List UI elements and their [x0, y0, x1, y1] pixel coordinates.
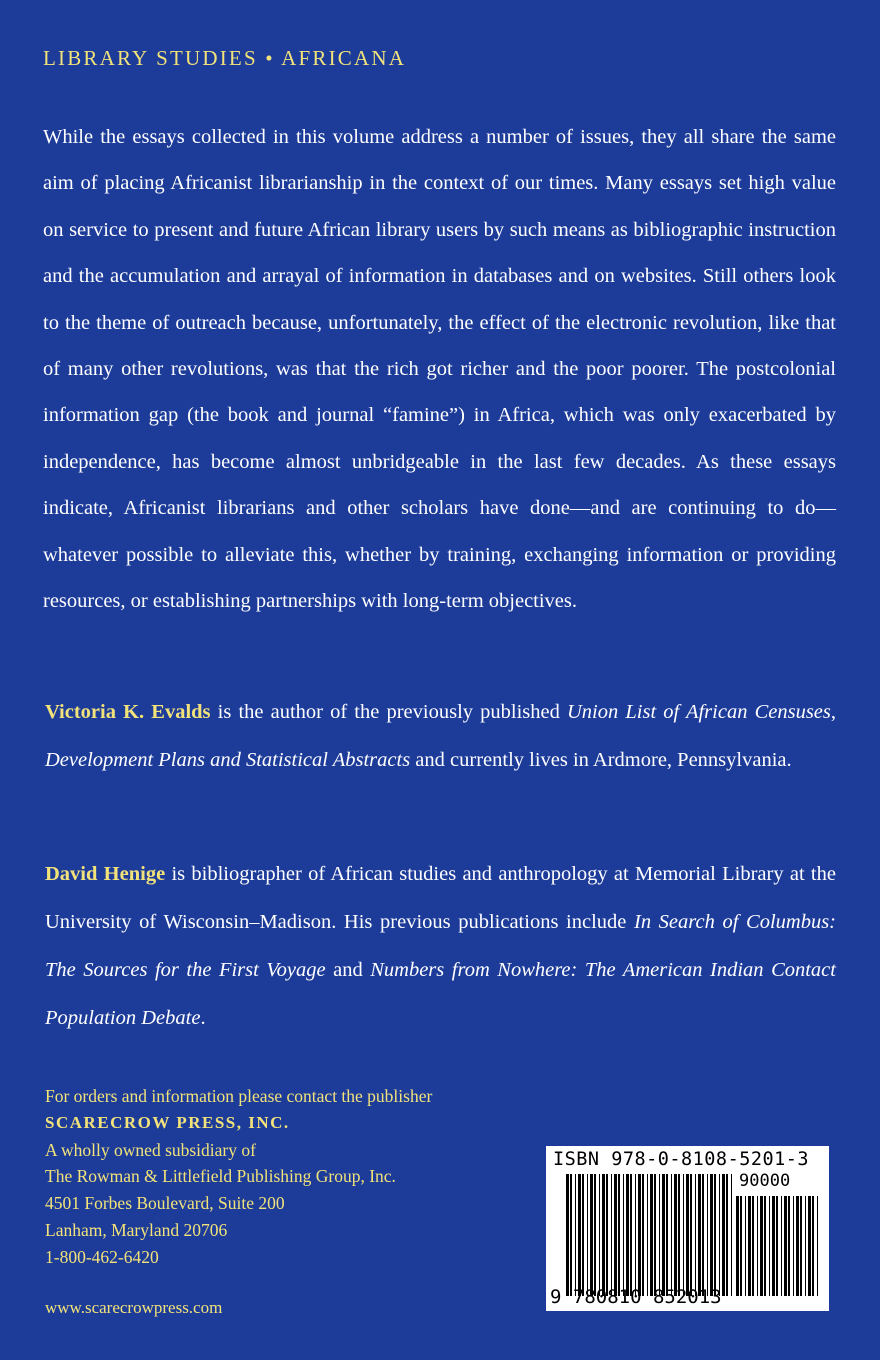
barcode-bar [702, 1174, 704, 1296]
isbn-label: ISBN 978-0-8108-5201-3 [553, 1149, 810, 1170]
barcode-bar [776, 1196, 778, 1296]
barcode-bar [647, 1174, 648, 1296]
barcode-bar [683, 1174, 684, 1296]
barcode-bar [594, 1174, 596, 1296]
barcode-bar [666, 1174, 668, 1296]
publisher-website[interactable]: www.scarecrowpress.com [45, 1298, 223, 1317]
barcode-bar [695, 1174, 696, 1296]
barcode-bar [654, 1174, 656, 1296]
barcode-bar [812, 1196, 814, 1296]
publisher-contact [45, 1083, 432, 1271]
barcode-bar [736, 1196, 739, 1296]
barcode-bar [611, 1174, 612, 1296]
barcode-bar [745, 1196, 746, 1296]
barcode-bar [638, 1174, 641, 1296]
barcode-bar [781, 1196, 782, 1296]
ean-digits: 9 780810 852013 [550, 1286, 722, 1308]
barcode-bar [772, 1196, 775, 1296]
barcode-bar [630, 1174, 632, 1296]
barcode-bar [769, 1196, 770, 1296]
barcode-bar [714, 1174, 716, 1296]
barcode-bar [674, 1174, 677, 1296]
author-bio-henige [45, 850, 836, 1042]
author-name: Victoria K. Evalds [45, 701, 211, 723]
barcode-bar [726, 1174, 728, 1296]
phone-number: 1-800-462-6420 [45, 1246, 159, 1267]
category-heading: LIBRARY STUDIES • AFRICANA [43, 46, 407, 70]
book-title: In Search of Columbus: The Sources for the First Voyage [45, 911, 836, 981]
barcode-bar [690, 1174, 692, 1296]
barcode-bar [784, 1196, 787, 1296]
barcode-bar [793, 1196, 794, 1296]
barcode-bar [731, 1174, 732, 1296]
book-title: Union List of African Censuses [567, 701, 831, 723]
barcode-bar [808, 1196, 811, 1296]
address-line-2: Lanham, Maryland 20706 [45, 1219, 228, 1240]
barcode-bar [587, 1174, 588, 1296]
bio-text: and [325, 959, 371, 981]
barcode-bar [662, 1174, 665, 1296]
barcode-bar [752, 1196, 754, 1296]
barcode-bar [698, 1174, 701, 1296]
barcode-bar [800, 1196, 802, 1296]
barcode-bar [719, 1174, 720, 1296]
barcode-bar [606, 1174, 608, 1296]
book-title: Numbers from Nowhere: The American Indian Contact Population Debate [45, 959, 836, 1029]
bio-text: . [200, 1007, 206, 1029]
bio-text: is the author of the previously published [210, 701, 567, 723]
subsidiary-line: A wholly owned subsidiary of [45, 1139, 256, 1160]
isbn-barcode-box [546, 1146, 829, 1311]
barcode-bar [623, 1174, 624, 1296]
publisher-name: SCARECROW PRESS, INC. [45, 1112, 290, 1132]
barcode-bar [602, 1174, 605, 1296]
barcode-bar [764, 1196, 766, 1296]
barcode-bar [671, 1174, 672, 1296]
barcode-bar [748, 1196, 751, 1296]
bio-text: , [830, 701, 837, 723]
barcode-bar [566, 1174, 569, 1296]
barcode-bar [740, 1196, 742, 1296]
barcode-bar [650, 1174, 653, 1296]
barcode-bar [599, 1174, 600, 1296]
barcode-bar [678, 1174, 680, 1296]
bio-text: and currently lives in Ardmore, Pennsylvania. [410, 749, 792, 771]
author-name: David Henige [45, 863, 166, 885]
barcode-bar [757, 1196, 758, 1296]
barcode-bar [635, 1174, 636, 1296]
barcode-bar [805, 1196, 806, 1296]
barcode-bar [582, 1174, 584, 1296]
bio-text: is bibliographer of African studies and anthropology at Memorial Library at the University of Wisconsin–Madison. His previous publications include [45, 863, 836, 933]
barcode-bar [626, 1174, 629, 1296]
book-description: While the essays collected in this volume address a number of issues, they all share the same aim of placing Africanist librarianship in the context of our times. Many essays set high value on service to present and future African library users by such means as bibliographic instruction and the accumulation and arrayal of information in databases and on websites. Still others look to the theme of outreach because, unfortunately, the effect of the electronic revolution, like that of many other revolutions, was that the rich got richer and the poor poorer. The postcolonial information gap (the book and journal “famine”) in Africa, which was only exacerbated by independence, has become almost unbridgeable in the last few decades. As these essays indicate, Africanist librarians and other scholars have done—and are continuing to do—whatever possible to alleviate this, whether by training, exchanging information or providing resources, or establishing partnerships with long-term objectives. [43, 126, 836, 613]
author-bio-evalds [45, 688, 836, 784]
barcode-bar [590, 1174, 593, 1296]
book-title: Development Plans and Statistical Abstracts [45, 749, 411, 771]
barcode-bar [707, 1174, 708, 1296]
barcode-bar [686, 1174, 689, 1296]
barcode-bar [722, 1174, 725, 1296]
barcode-bar [578, 1174, 581, 1296]
barcode-bar [642, 1174, 644, 1296]
barcode-bar [570, 1174, 572, 1296]
barcode-bar [614, 1174, 617, 1296]
barcode-bar [659, 1174, 660, 1296]
price-code: 90000 [739, 1171, 791, 1191]
barcode-bar [796, 1196, 799, 1296]
contact-intro: For orders and information please contact the publisher [45, 1086, 433, 1106]
barcode-bar [788, 1196, 790, 1296]
barcode-bar [817, 1196, 818, 1296]
barcode-bar [710, 1174, 713, 1296]
barcode-bar [760, 1196, 763, 1296]
barcode-bar [618, 1174, 620, 1296]
barcode-bar [575, 1174, 576, 1296]
address-line-1: 4501 Forbes Boulevard, Suite 200 [45, 1193, 285, 1214]
parent-company: The Rowman & Littlefield Publishing Group, Inc. [45, 1166, 396, 1187]
